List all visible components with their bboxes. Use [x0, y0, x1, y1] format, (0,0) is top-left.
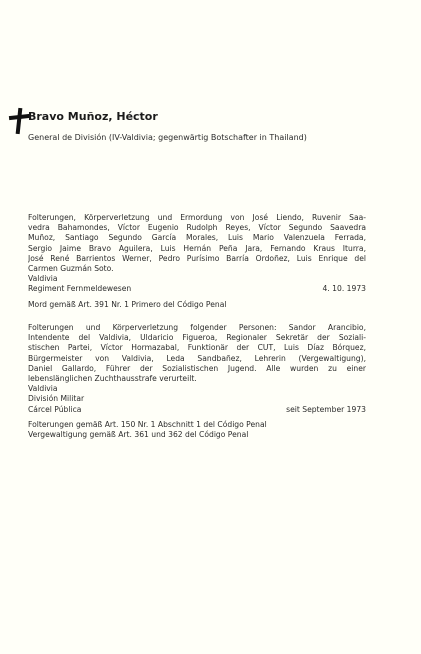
- case-2-description-line: Daniel Gallardo, Führer der Sozialistischen Jugend. Alle wurden zu einer: [28, 363, 366, 373]
- case-2-description-line: Folterungen und Körperverletzung folgender Personen: Sandor Arancibio,: [28, 323, 366, 332]
- case-1-description-line: Sergio Jaime Bravo Aguilera, Luis Hernán Peña Jara, Fernando Kraus Iturra,: [28, 243, 366, 253]
- case-1-place: Valdivia: [28, 274, 58, 284]
- case-2-unit-row: [28, 405, 366, 415]
- case-2: [28, 323, 366, 440]
- case-2-description-line: stischen Partei, Víctor Hormazabal, Funktionär der CUT, Luis Díaz Bórquez,: [28, 343, 366, 353]
- case-1-date: 4. 10. 1973: [322, 284, 366, 294]
- case-2-charge-torture: Folterungen gemäß Art. 150 Nr. 1 Abschnitt 1 del Código Penal: [28, 419, 267, 429]
- case-1: [28, 213, 366, 310]
- case-2-description-line: Bürgermeister von Valdivia, Leda Sandbañez, Lehrerin (Vergewaltigung),: [28, 353, 366, 363]
- case-1-unit: Regiment Fernmeldewesen: [28, 284, 132, 294]
- case-2-prison: Cárcel Pública: [28, 404, 82, 414]
- case-2-description-line: Intendente del Valdivia, Uldaricio Figueroa, Regionaler Sekretär der Soziali-: [28, 333, 366, 343]
- person-rank: General de División (IV-Valdivia; gegenwärtig Botschafter in Thailand): [28, 133, 307, 142]
- case-1-description-line: Carmen Guzmán Soto.: [28, 264, 114, 274]
- person-name: Bravo Muñoz, Héctor: [28, 110, 158, 123]
- case-1-unit-row: [28, 284, 366, 294]
- case-2-description-line: lebenslänglichen Zuchthausstrafe verurteilt.: [28, 374, 197, 384]
- case-1-description-line: Muñoz, Santiago Segundo García Morales, Luis Mario Valenzuela Ferrada,: [28, 233, 366, 243]
- case-2-date: seit September 1973: [286, 404, 366, 414]
- case-2-unit: División Militar: [28, 394, 85, 404]
- case-2-charge-rape: Vergewaltigung gemäß Art. 361 und 362 del Código Penal: [28, 430, 249, 440]
- case-1-description-line: José René Barrientos Werner, Pedro Purísimo Barría Ordoñez, Luis Enrique del: [28, 253, 366, 263]
- case-1-description-line: Folterungen, Körperverletzung und Ermordung von José Liendo, Ruvenir Saa-: [28, 213, 366, 222]
- case-1-description-line: vedra Bahamondes, Víctor Eugenio Rudolph Reyes, Víctor Segundo Saavedra: [28, 223, 366, 233]
- case-1-charge: Mord gemäß Art. 391 Nr. 1 Primero del Código Penal: [28, 299, 227, 309]
- case-2-place: Valdivia: [28, 384, 58, 394]
